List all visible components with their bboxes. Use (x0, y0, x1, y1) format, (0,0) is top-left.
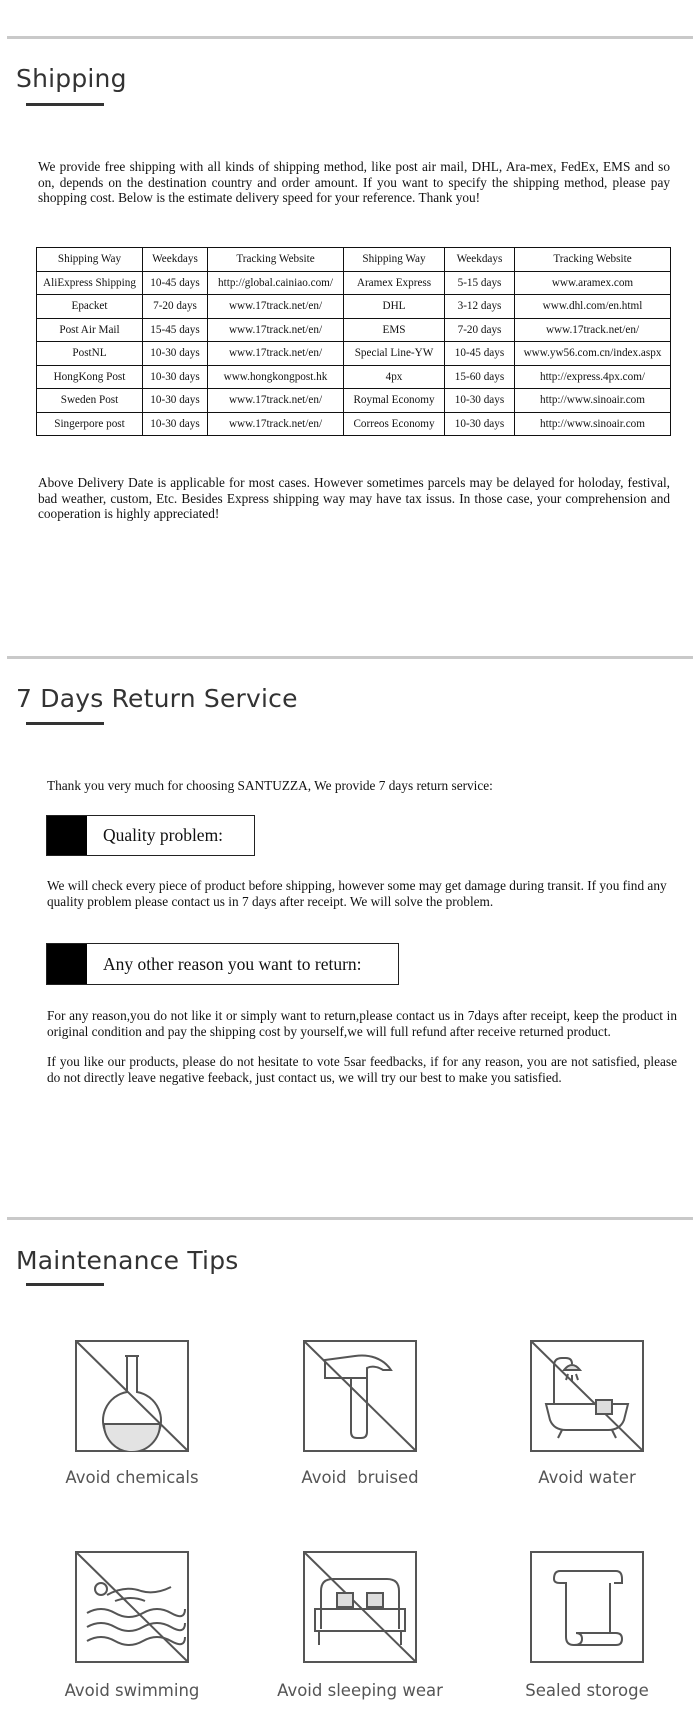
shipping-note: Above Delivery Date is applicable for most cases. However sometimes parcels may be delayed for holoday, festival, bad weather, custom, Etc. Besides Express shipping way may have tax issus. In those case, your comprehension and cooperation is highly appreciated! (38, 475, 670, 521)
table-cell: www.17track.net/en/ (208, 342, 344, 366)
table-header: Tracking Website (208, 248, 344, 272)
returns-intro: Thank you very much for choosing SANTUZZA, We provide 7 days return service: (47, 778, 493, 793)
heading-underline (26, 1283, 104, 1286)
table-cell: 10-30 days (445, 389, 515, 413)
shipping-heading: Shipping (16, 64, 127, 93)
table-cell: Roymal Economy (344, 389, 445, 413)
table-row (37, 318, 671, 342)
table-cell: 10-30 days (143, 342, 208, 366)
returns-heading: 7 Days Return Service (16, 684, 298, 713)
table-cell: 10-45 days (445, 342, 515, 366)
table-cell: AliExpress Shipping (37, 271, 143, 295)
table-cell: Epacket (37, 295, 143, 319)
table-header-row (37, 248, 671, 272)
bed-icon (303, 1551, 417, 1663)
shipping-intro: We provide free shipping with all kinds of shipping method, like post air mail, DHL, Ara-mex, FedEx, EMS and so on, depends on the destination country and order amount. If you want to specify the shipping method, please pay shopping cost. Below is the estimate delivery speed for your reference. Thank you! (38, 159, 670, 205)
table-header: Shipping Way (344, 248, 445, 272)
table-cell: Singerpore post (37, 412, 143, 436)
tip-label: Avoid sleeping wear (277, 1681, 443, 1700)
table-cell: http://www.sinoair.com (515, 412, 671, 436)
table-cell: www.17track.net/en/ (515, 318, 671, 342)
quality-problem-label: Quality problem: (103, 825, 224, 845)
table-cell: 7-20 days (143, 295, 208, 319)
table-cell: www.hongkongpost.hk (208, 365, 344, 389)
table-cell: http://www.sinoair.com (515, 389, 671, 413)
table-cell: 7-20 days (445, 318, 515, 342)
other-reason-label: Any other reason you want to return: (103, 953, 362, 974)
heading-underline (26, 103, 104, 106)
table-row (37, 389, 671, 413)
maintenance-heading: Maintenance Tips (16, 1246, 239, 1275)
table-cell: www.17track.net/en/ (208, 412, 344, 436)
table-cell: www.17track.net/en/ (208, 318, 344, 342)
table-cell: Sweden Post (37, 389, 143, 413)
table-cell: 10-30 days (143, 389, 208, 413)
table-header: Weekdays (143, 248, 208, 272)
table-cell: 4px (344, 365, 445, 389)
table-cell: Post Air Mail (37, 318, 143, 342)
section-divider (7, 36, 693, 39)
table-cell: http://express.4px.com/ (515, 365, 671, 389)
table-cell: PostNL (37, 342, 143, 366)
table-cell: www.17track.net/en/ (208, 389, 344, 413)
table-cell: DHL (344, 295, 445, 319)
table-cell: 5-15 days (445, 271, 515, 295)
tip-label: Avoid chemicals (65, 1468, 199, 1487)
quality-problem-box (46, 815, 255, 856)
shower-bathtub-icon (530, 1340, 644, 1452)
label-marker (47, 944, 87, 984)
tip-label: Avoid bruised (301, 1468, 419, 1487)
shipping-table (36, 247, 671, 436)
table-row (37, 412, 671, 436)
table-cell: HongKong Post (37, 365, 143, 389)
table-cell: Aramex Express (344, 271, 445, 295)
hammer-icon (303, 1340, 417, 1452)
flask-icon (75, 1340, 189, 1452)
scroll-icon (530, 1551, 644, 1663)
table-row (37, 365, 671, 389)
table-cell: Correos Economy (344, 412, 445, 436)
table-header: Tracking Website (515, 248, 671, 272)
quality-problem-text: We will check every piece of product before shipping, however some may get damage during transit. If you find any quality problem please contact us in 7 days after receipt. We will solve the problem. (47, 878, 667, 909)
table-cell: 10-30 days (143, 365, 208, 389)
section-divider (7, 656, 693, 659)
table-header: Shipping Way (37, 248, 143, 272)
tip-label: Avoid water (538, 1468, 636, 1487)
table-cell: Special Line-YW (344, 342, 445, 366)
table-row (37, 295, 671, 319)
other-reason-text: For any reason,you do not like it or simply want to return,please contact us in 7days after receipt, keep the product in original condition and pay the shipping cost by yourself,we will full refund after receive returned product. (47, 1008, 677, 1039)
other-reason-box (46, 943, 399, 985)
feedback-text: If you like our products, please do not hesitate to vote 5sar feedbacks, if for any reason, you are not satisfied, please do not directly leave negative feeback, just contact us, we will try our best to make you satisfied. (47, 1054, 677, 1085)
table-cell: www.dhl.com/en.html (515, 295, 671, 319)
tip-label: Avoid swimming (64, 1681, 200, 1700)
table-header: Weekdays (445, 248, 515, 272)
tip-label: Sealed storoge (525, 1681, 649, 1700)
table-cell: 15-45 days (143, 318, 208, 342)
swimmer-icon (75, 1551, 189, 1663)
table-cell: 10-30 days (445, 412, 515, 436)
table-cell: EMS (344, 318, 445, 342)
heading-underline (26, 722, 104, 725)
table-row (37, 271, 671, 295)
table-cell: http://global.cainiao.com/ (208, 271, 344, 295)
table-cell: 10-30 days (143, 412, 208, 436)
section-divider (7, 1217, 693, 1220)
label-marker (47, 816, 87, 855)
table-cell: www.yw56.com.cn/index.aspx (515, 342, 671, 366)
table-cell: 15-60 days (445, 365, 515, 389)
table-cell: 3-12 days (445, 295, 515, 319)
table-row (37, 342, 671, 366)
table-cell: 10-45 days (143, 271, 208, 295)
table-cell: www.17track.net/en/ (208, 295, 344, 319)
table-cell: www.aramex.com (515, 271, 671, 295)
